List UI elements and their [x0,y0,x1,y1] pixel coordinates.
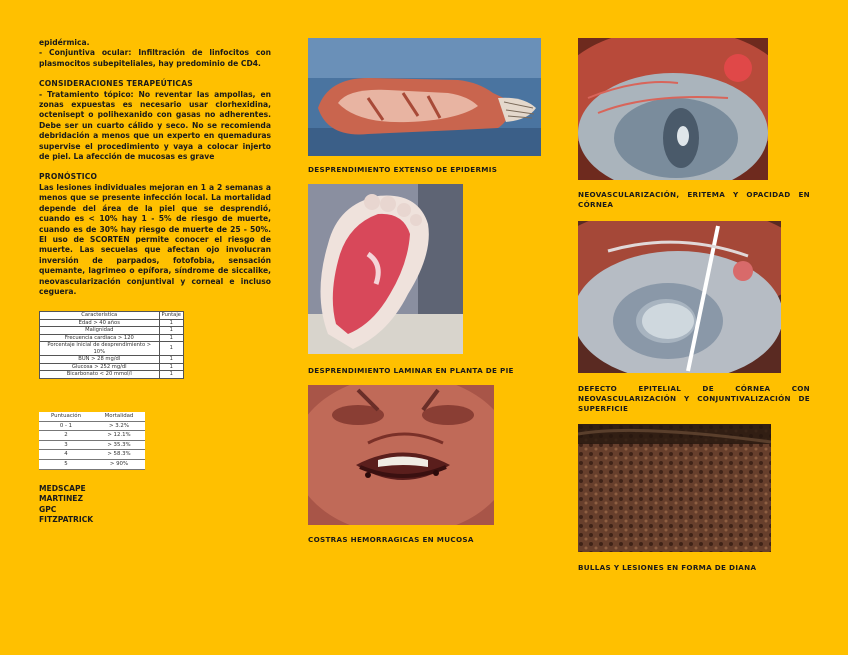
photo-cornea-defect [578,221,781,373]
table-cell: Frecuencia cardiaca > 120 [40,334,160,342]
table-header: Puntaje [159,312,183,320]
table-cell: 2 [39,431,93,441]
table-cell: 0 - 1 [39,421,93,431]
table-cell: > 3.2% [93,421,145,431]
table-cell: 1 [159,319,183,327]
table-header: Mortalidad [93,412,145,421]
table-row [40,363,184,371]
therapy-text: - Tratamiento tópico: No reventar las ampollas, en zonas expuestas es necesario usar clorhexidina, octenisept o polihexanido con gasas no adherentes. Debe ser un cuarto cálido y seco. No se recomienda debridación a menos que un experto en quemaduras supervise el procedimiento y vaya a colocar injerto de piel. La afección de mucosas es grave [39,89,271,162]
table-cell: Edad > 40 años [40,319,160,327]
prognosis-heading: PRONÓSTICO [39,172,98,182]
table-row [39,440,145,450]
reference-item: MEDSCAPE [39,484,86,493]
table-cell: > 90% [93,459,145,469]
reference-item: FITZPATRICK [39,515,94,525]
table-cell: 1 [159,327,183,335]
table-cell: 5 [39,459,93,469]
table-cell: 3 [39,440,93,450]
text-column [39,38,271,297]
photo-plantar [308,184,463,354]
intro-text: epidérmica. [39,38,90,47]
table-cell: Malignidad [40,327,160,335]
table-cell: 1 [159,363,183,371]
table-row [40,334,184,342]
table-row [39,421,145,431]
table-row [39,431,145,441]
table-cell: Glucosa > 252 mg/dl [40,363,160,371]
prognosis-text: Las lesiones individuales mejoran en 1 a 2 semanas a menos que se presente infección local. La mortalidad depende del área de la piel que se desprendió, cuando es < 10% hay 1 - 5% de riesgo de muerte, cuando es de 30% hay riesgo de muerte de 25 - 50%. El uso de SCORTEN permite conocer el riesgo de muerte. Las secuelas que afectan ojo involucran inversión de parpados, fotofobia, sensación quemante, lagrimeo o epífora, síndrome de siccalike, neovascularización conjuntival y corneal e incluso ceguera. [39,182,271,296]
caption-cornea-defect: DEFECTO EPITELIAL DE CÓRNEA CON NEOVASCULARIZACIÓN Y CONJUNTIVALIZACIÓN DE SUPERFICIE [578,384,810,413]
caption-bullae: BULLAS Y LESIONES EN FORMA DE DIANA [578,563,757,572]
photo-mucosa [308,385,494,525]
table-cell: Bicarbonato < 20 mmol/l [40,371,160,379]
ocular-text: - Conjuntiva ocular: Infiltración de linfocitos con plasmocitos subepiteliales, hay predominio de CD4. [39,48,271,68]
table-cell: 1 [159,342,183,356]
table-row [40,356,184,364]
table-cell: > 35.3% [93,440,145,450]
scorten-table [39,311,184,379]
references-list [39,484,93,526]
reference-item: GPC [39,504,57,514]
table-cell: 4 [39,450,93,460]
table-row [40,342,184,356]
table-cell: > 58.3% [93,450,145,460]
therapy-heading: CONSIDERACIONES TERAPEÚTICAS [39,79,193,89]
table-cell: BUN > 28 mg/dl [40,356,160,364]
table-row [40,327,184,335]
table-cell: Porcentaje inicial de desprendimiento > 10% [40,342,160,356]
table-cell: 1 [159,356,183,364]
caption-mucosa: COSTRAS HEMORRAGICAS EN MUCOSA [308,535,474,544]
table-row [39,450,145,460]
table-row [40,371,184,379]
photo-bullae [578,424,771,552]
mortality-table [39,412,145,470]
table-row [40,319,184,327]
caption-epidermis: DESPRENDIMIENTO EXTENSO DE EPIDERMIS [308,165,498,174]
table-header: Puntuación [39,412,93,421]
photo-epidermis [308,38,541,156]
table-cell: > 12.1% [93,431,145,441]
photo-cornea-neo [578,38,768,180]
caption-cornea-neo: NEOVASCULARIZACIÓN, ERITEMA Y OPACIDAD EN CÓRNEA [578,190,810,209]
reference-item: MARTINEZ [39,494,83,504]
caption-plantar: DESPRENDIMIENTO LAMINAR EN PLANTA DE PIE [308,366,514,375]
table-row [39,459,145,469]
table-cell: 1 [159,371,183,379]
table-header: Característica [40,312,160,320]
table-cell: 1 [159,334,183,342]
